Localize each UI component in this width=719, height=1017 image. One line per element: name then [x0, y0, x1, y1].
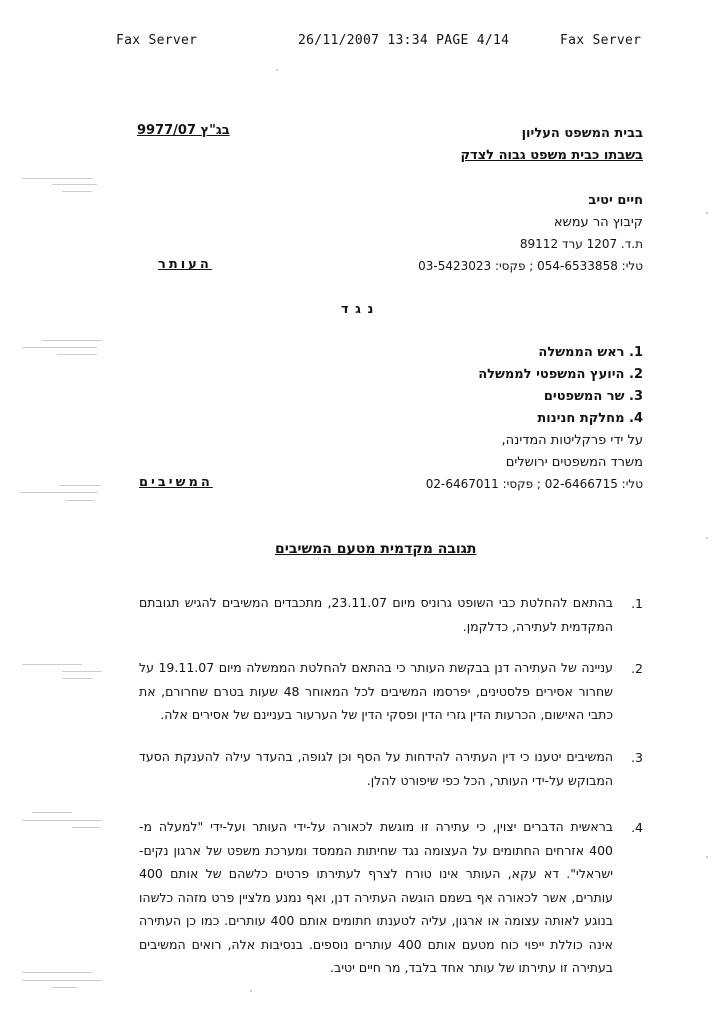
- petitioner-name: חיים יטיב: [588, 193, 643, 208]
- paragraph-4-line-2: 400 אזרחים החתומים על העצומה נגד שחיתות הממסד ומערכת משפט של ארגון נקים-: [139, 842, 613, 858]
- paragraph-4-line-7: בעתירה זו עתירתו של עותר אחד בלבד, מר חיים יטיב.: [330, 960, 613, 975]
- case-number: בג"ץ 9977/07: [137, 123, 230, 138]
- paragraph-4-number: .4: [631, 820, 643, 835]
- petitioner-po-box: ת.ד. 1207 ערד 89112: [519, 237, 643, 251]
- paragraph-4-line-3: ישראלי". דא עקא, העותר אינו טורח לצרף לעתירתו פרטים כלשהם של אותם 400: [139, 866, 613, 881]
- versus-label: נ ג ד: [341, 302, 375, 317]
- paragraph-2: [139, 656, 613, 727]
- respondents-phones: טלי: 02-6466715 ; פקסי: 02-6467011: [425, 477, 643, 491]
- paragraph-2-line-1: עניינה של העתירה דנן בבקשת העותר כי בהתאם להחלטת הממשלה מיום 19.11.07 על: [139, 660, 613, 675]
- paragraph-2-number: .2: [631, 661, 643, 676]
- respondents-role: המשיבים: [139, 475, 213, 490]
- paragraph-3-line-2: המבוקש על-ידי העותר, הכל כפי שיפורט להלן.: [366, 772, 613, 788]
- paragraph-4-line-4: עותרים, אשר לכאורה אף בשמם הוגשה העתירה דנן, ואף נמנע מלציין פרט מזהה כלשהו: [139, 889, 613, 905]
- paragraph-3: [139, 745, 613, 792]
- paragraph-4-line-5: בנוגע לאותה עצומה או ארגון, עליה לטענתו חתומים אותם 400 עותרים. כמו כן העתירה: [139, 913, 613, 928]
- respondent-1: 1. ראש הממשלה: [538, 345, 643, 360]
- paragraph-2-line-3: כתבי האישום, הכרעות הדין גזרי הדין ופסקי הדין של הערעור בעניינם של אסירים אלה.: [160, 707, 613, 722]
- petitioner-role: העותר: [158, 257, 212, 272]
- respondent-4: 4. מחלקת חנינות: [537, 411, 643, 426]
- fax-header-right: Fax Server: [560, 33, 642, 48]
- respondents-office: משרד המשפטים ירושלים: [505, 455, 643, 470]
- scan-speck: [706, 537, 708, 539]
- scan-artifact: [22, 660, 102, 682]
- paragraph-4: [139, 815, 613, 980]
- court-name: בבית המשפט העליון: [521, 126, 643, 141]
- fax-header-left: Fax Server: [116, 33, 198, 48]
- paragraph-1-line-2: המקדמית לעתירה, כדלקמן.: [462, 618, 613, 634]
- respondents-represented-by: על ידי פרקליטות המדינה,: [501, 433, 643, 448]
- respondent-3: 3. שר המשפטים: [543, 389, 643, 404]
- paragraph-4-line-6: אינה כוללת ייפוי כוח מטעם אותם 400 עותרים נוספים. בנסיבות אלה, רואים המשיבים: [139, 936, 613, 952]
- fax-header-timestamp-page: 26/11/2007 13:34 PAGE 4/14: [298, 33, 510, 48]
- paragraph-1-number: .1: [631, 596, 643, 611]
- scan-speck: [276, 69, 278, 71]
- petitioner-phones: טלי: 054-6533858 ; פקסי: 03-5423023: [418, 259, 643, 273]
- scan-speck: [706, 856, 708, 858]
- scan-artifact: [22, 968, 102, 990]
- respondent-2: 2. היועץ המשפטי לממשלה: [478, 367, 643, 382]
- petitioner-address: קיבוץ הר עמשא: [553, 215, 643, 230]
- paragraph-1-line-1: בהתאם להחלטת כבי השופט גרוניס מיום 23.11.07, מתכבדים המשיבים להגיש תגובתם: [139, 595, 613, 610]
- paragraph-1: [139, 591, 613, 638]
- paragraph-3-number: .3: [631, 750, 643, 765]
- scan-artifact: [22, 176, 102, 198]
- paragraph-4-line-1: בראשית הדברים יצוין, כי עתירה זו מוגשת לכאורה על-ידי העותר ועל-ידי "למעלה מ-: [139, 819, 613, 834]
- court-sitting: בשבתו כבית משפט גבוה לצדק: [460, 148, 643, 163]
- scan-artifact: [22, 810, 102, 832]
- scan-artifact: [20, 482, 100, 504]
- paragraph-2-line-2: שחרור אסירים פלסטינים, יפרסמו המשיבים לכל המאוחר 48 שעות בטרם שחרורם, את: [139, 683, 613, 699]
- scan-artifact: [22, 338, 102, 360]
- paragraph-3-line-1: המשיבים יטענו כי דין העתירה להידחות על הסף וכן לגופה, בהעדר עילה להענקת הסעד: [139, 749, 613, 764]
- document-title: תגובה מקדמית מטעם המשיבים: [275, 541, 477, 557]
- scan-speck: [706, 212, 708, 214]
- scan-speck: [250, 990, 252, 992]
